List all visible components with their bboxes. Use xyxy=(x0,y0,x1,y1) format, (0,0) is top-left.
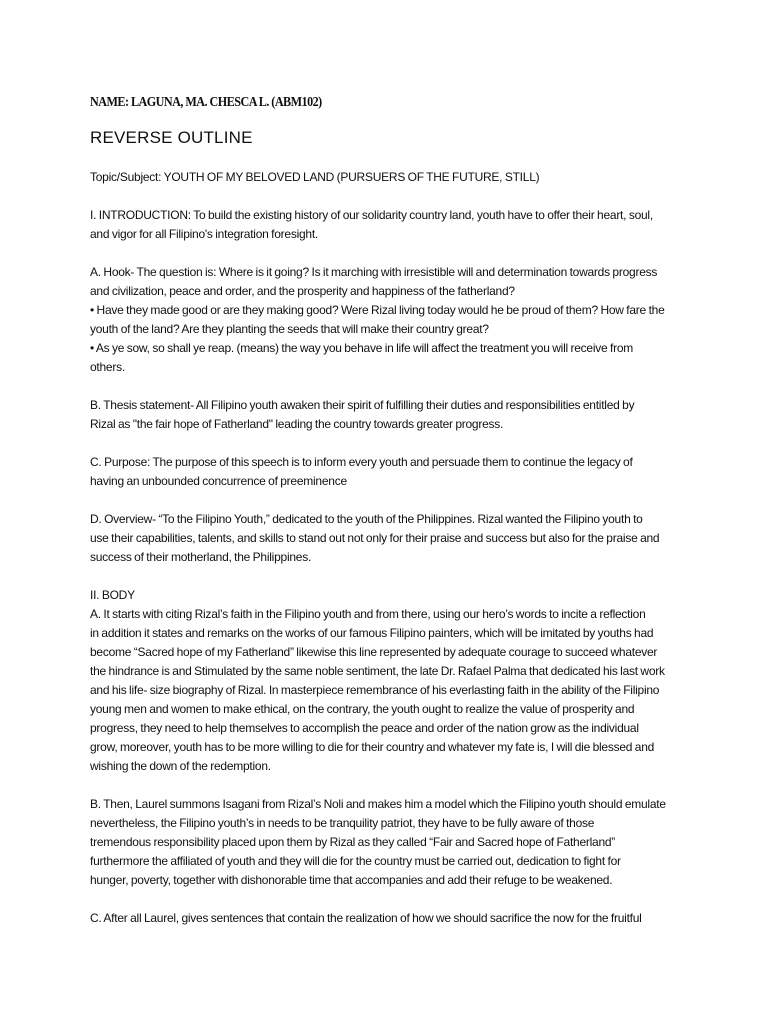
student-name-line: NAME: LAGUNA, MA. CHESCA L. (ABM102) xyxy=(90,94,322,109)
paragraph-line: use their capabilities, talents, and skills to stand out not only for their praise and success but also for the praise and xyxy=(90,531,660,545)
paragraph-line: • As ye sow, so shall ye reap. (means) the way you behave in life will affect the treatment you will receive from xyxy=(90,341,633,355)
paragraph-line: Rizal as "the fair hope of Fatherland" leading the country towards greater progress. xyxy=(90,417,504,431)
paragraph-line: A. Hook- The question is: Where is it going? Is it marching with irresistible will and determination towards progress xyxy=(90,265,658,279)
paragraph-purpose xyxy=(90,453,742,491)
paragraph-line: having an unbounded concurrence of preeminence xyxy=(90,474,347,488)
paragraph-line: grow, moreover, youth has to be more willing to die for their country and whatever my fate is, I will die blessed and xyxy=(90,740,655,754)
paragraph-body-c xyxy=(90,909,742,928)
paragraph-introduction xyxy=(90,206,742,244)
paragraph-body-a xyxy=(90,586,742,776)
paragraph-line: C. Purpose: The purpose of this speech is to inform every youth and persuade them to continue the legacy of xyxy=(90,455,633,469)
paragraph-line: C. After all Laurel, gives sentences that contain the realization of how we should sacrifice the now for the fruitful xyxy=(90,911,642,925)
paragraph-line: and civilization, peace and order, and the prosperity and happiness of the fatherland? xyxy=(90,284,515,298)
paragraph-line: B. Thesis statement- All Filipino youth awaken their spirit of fulfilling their duties and responsibilities entitled by xyxy=(90,398,635,412)
paragraph-line: others. xyxy=(90,360,125,374)
paragraph-line: become “Sacred hope of my Fatherland” likewise this line represented by adequate courage to succeed whatever xyxy=(90,645,658,659)
paragraph-line: I. INTRODUCTION: To build the existing history of our solidarity country land, youth have to offer their heart, soul, xyxy=(90,208,653,222)
paragraph-topic xyxy=(90,168,742,187)
paragraph-line: Topic/Subject: YOUTH OF MY BELOVED LAND (PURSUERS OF THE FUTURE, STILL) xyxy=(90,170,540,184)
paragraph-line: furthermore the affiliated of youth and they will die for the country must be carried out, dedication to fight for xyxy=(90,854,621,868)
paragraph-line: D. Overview- “To the Filipino Youth,” dedicated to the youth of the Philippines. Rizal wanted the Filipino youth to xyxy=(90,512,643,526)
paragraph-line: young men and women to make ethical, on the contrary, the youth ought to realize the value of prosperity and xyxy=(90,702,635,716)
paragraph-line: and his life- size biography of Rizal. In masterpiece remembrance of his everlasting faith in the ability of the Filipino xyxy=(90,683,660,697)
paragraph-line: B. Then, Laurel summons Isagani from Rizal’s Noli and makes him a model which the Filipino youth should emulate xyxy=(90,797,666,811)
paragraph-line: and vigor for all Filipino's integration foresight. xyxy=(90,227,318,241)
document-body xyxy=(90,168,742,928)
paragraph-thesis xyxy=(90,396,742,434)
paragraph-line: hunger, poverty, together with dishonorable time that accompanies and add their refuge to be weakened. xyxy=(90,873,613,887)
paragraph-line: success of their motherland, the Philippines. xyxy=(90,550,312,564)
paragraph-line: A. It starts with citing Rizal’s faith in the Filipino youth and from there, using our hero’s words to incite a reflection xyxy=(90,607,646,621)
paragraph-line: the hindrance is and Stimulated by the same noble sentiment, the late Dr. Rafael Palma that dedicated his last work xyxy=(90,664,665,678)
paragraph-line: in addition it states and remarks on the works of our famous Filipino painters, which will be imitated by youths had xyxy=(90,626,654,640)
paragraph-body-b xyxy=(90,795,742,890)
paragraph-hook xyxy=(90,263,742,377)
paragraph-line: tremendous responsibility placed upon them by Rizal as they called “Fair and Sacred hope of Fatherland” xyxy=(90,835,616,849)
paragraph-line: wishing the down of the redemption. xyxy=(90,759,271,773)
paragraph-line: progress, they need to help themselves to accomplish the peace and order of the nation grow as the individual xyxy=(90,721,639,735)
paragraph-line: youth of the land? Are they planting the seeds that will make their country great? xyxy=(90,322,489,336)
document-title: REVERSE OUTLINE xyxy=(90,128,253,147)
paragraph-overview xyxy=(90,510,742,567)
paragraph-line: II. BODY xyxy=(90,588,135,602)
paragraph-line: • Have they made good or are they making good? Were Rizal living today would he be proud of them? How fare the xyxy=(90,303,665,317)
paragraph-line: nevertheless, the Filipino youth’s in needs to be tranquility patriot, they have to be fully aware of those xyxy=(90,816,595,830)
